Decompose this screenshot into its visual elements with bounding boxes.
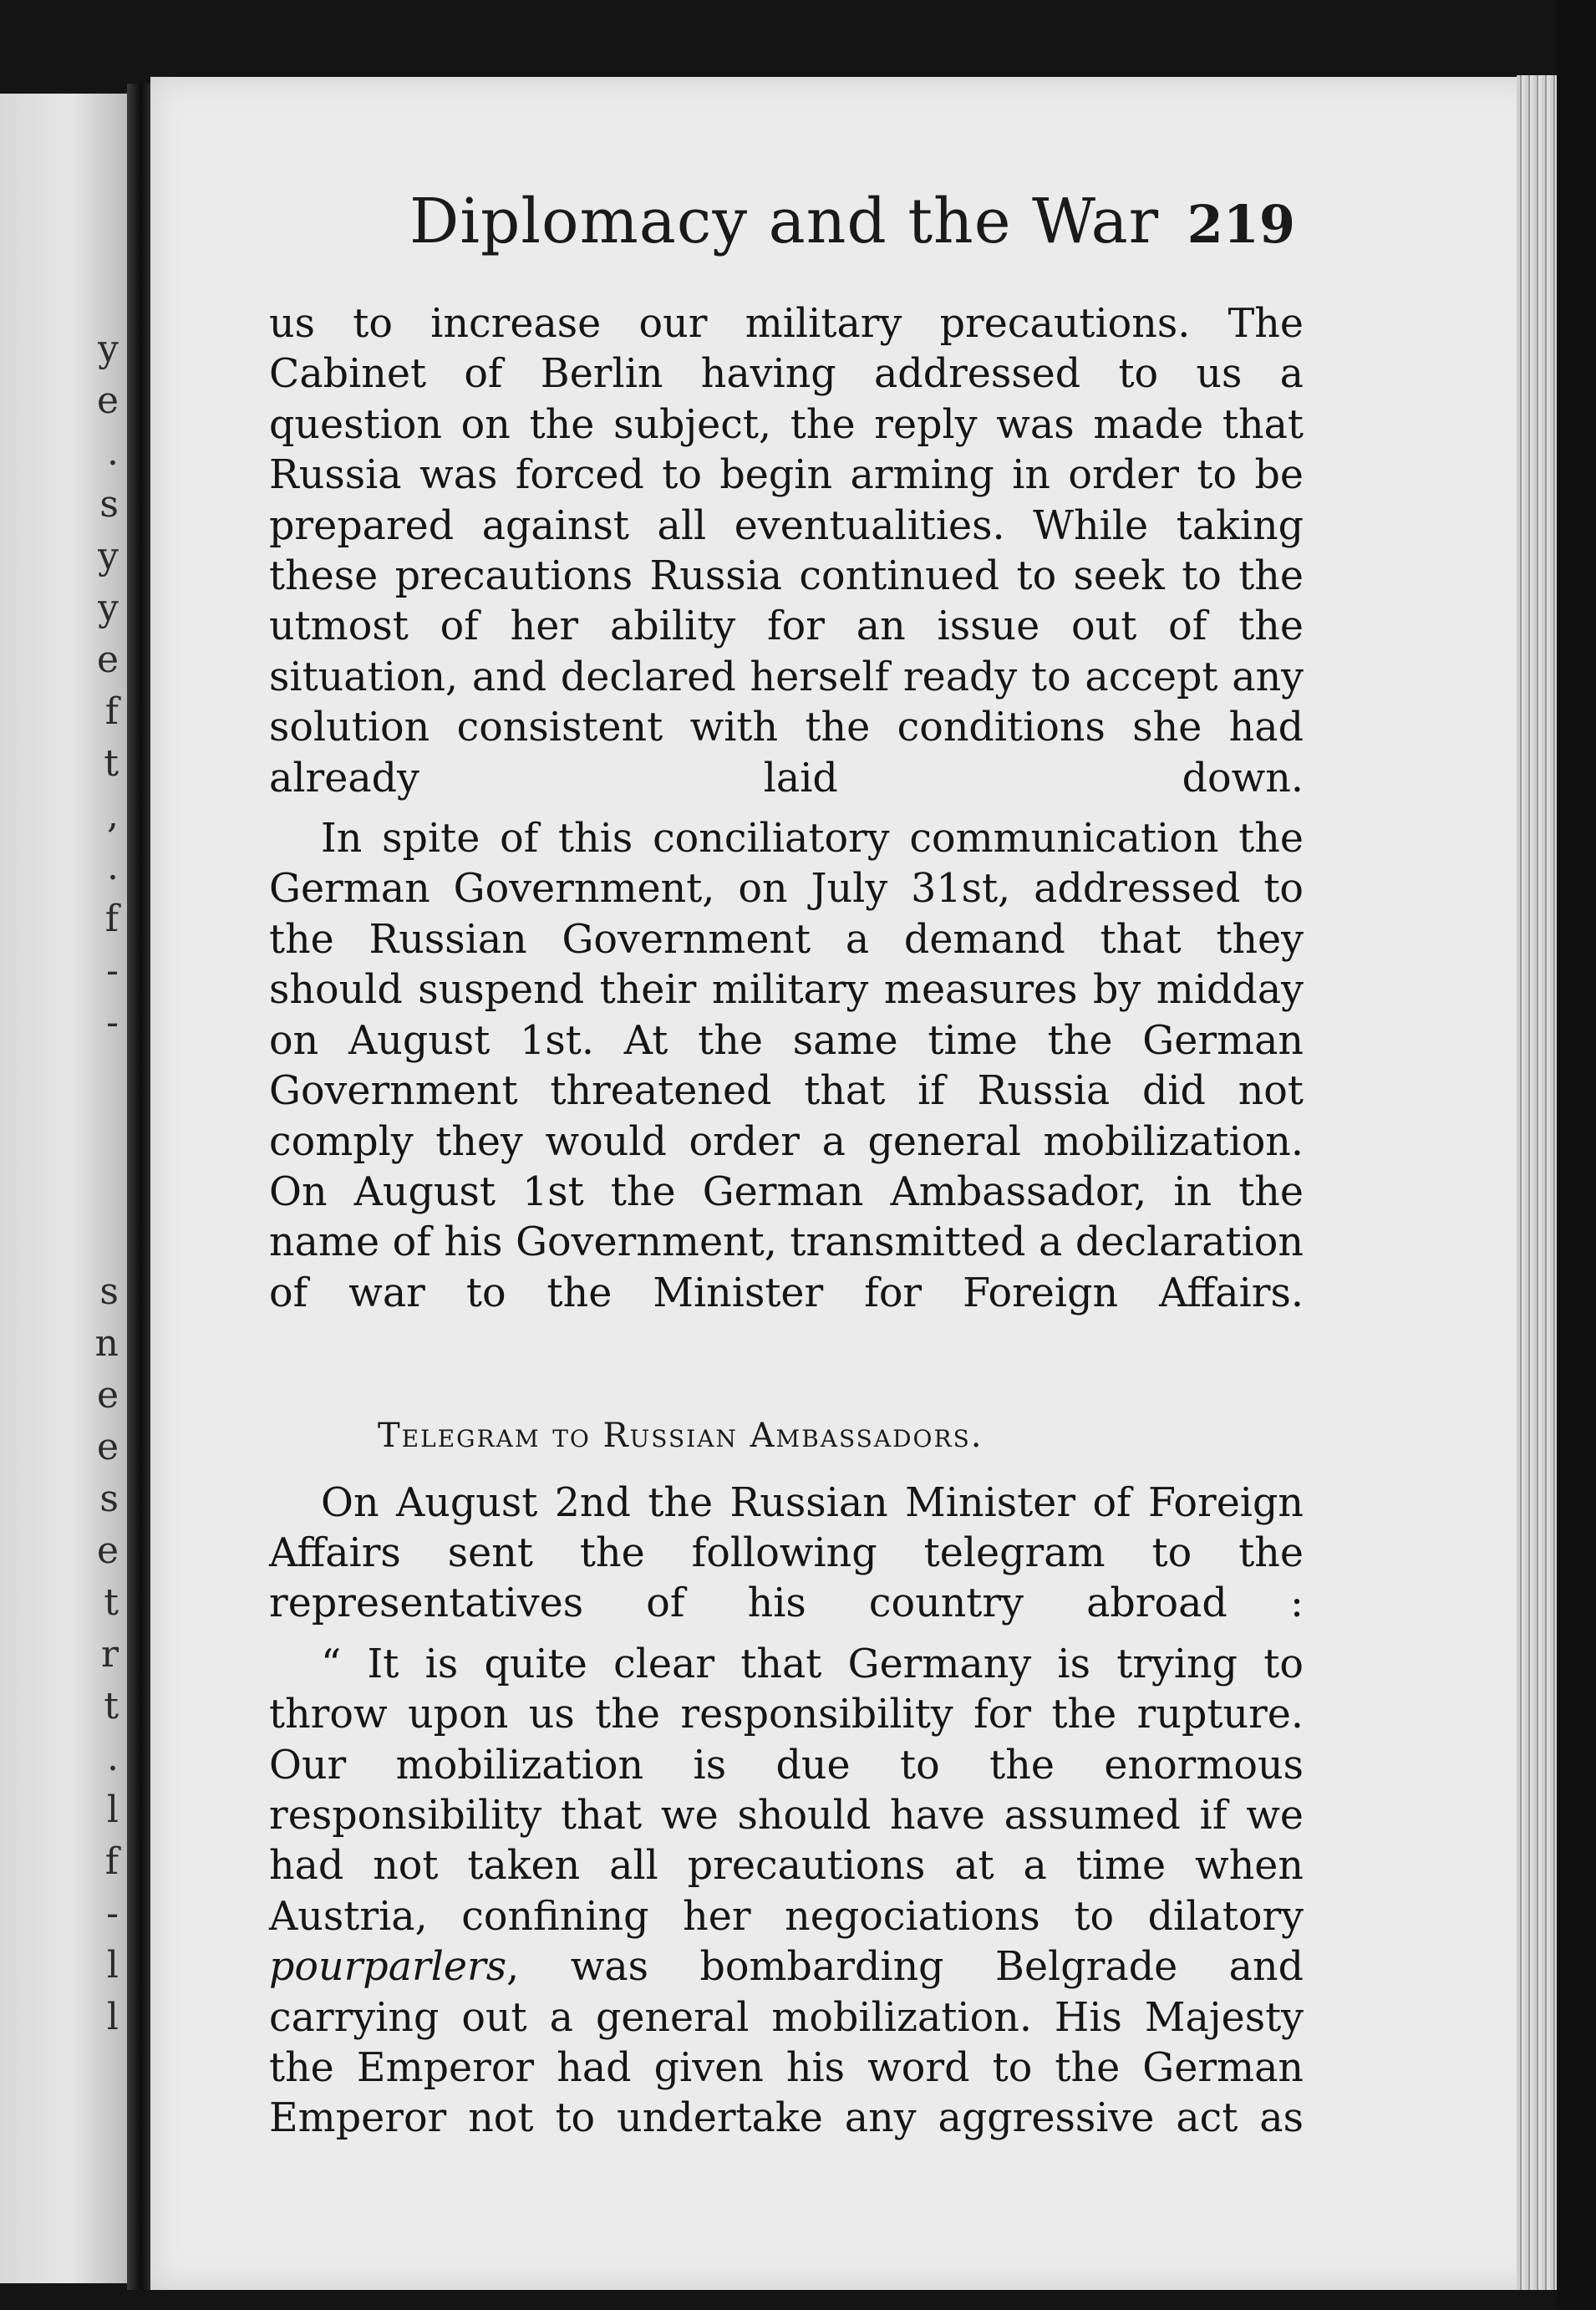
previous-page-fragment: n <box>94 1322 119 1365</box>
quote-text-after: , was bombarding Belgrade and carrying out a general mobilization. His Majesty the Emperor had given his word to the German Emperor not to undertake any aggressive act as <box>269 1944 1304 2142</box>
previous-page-fragment: f <box>104 690 119 733</box>
body-text <box>269 299 1304 2145</box>
running-title: Diplomacy and the War <box>409 186 1160 257</box>
previous-page-fragment: l <box>106 1944 119 1987</box>
previous-page-fragment: e <box>96 639 119 681</box>
previous-page-fragment: y <box>98 328 119 370</box>
previous-page-fragment: e <box>96 1374 119 1417</box>
previous-page-fragment: . <box>107 431 119 474</box>
previous-page-fragment: , <box>107 794 119 837</box>
previous-page-fragment: . <box>107 846 119 888</box>
book-gutter <box>127 84 150 2290</box>
previous-page-fragments <box>0 94 127 2283</box>
previous-page-fragment: - <box>106 1892 119 1935</box>
previous-page-fragment: t <box>104 742 119 785</box>
previous-page-fragment: y <box>98 535 119 578</box>
background-shadow <box>1557 0 1596 2310</box>
paragraph-continuation: us to increase our military precautions. The Cabinet of Berlin having addressed to us a question on the subject, the reply was made that Russia was forced to begin arming in order to be prepared against all eventualities. While taking these precautions Russia continued to seek to the utmost of her ability for an issue out of the situation, and declared herself ready to accept any solution consistent with the conditions she had already laid down. <box>269 301 1304 801</box>
paragraph-telegram-intro: On August 2nd the Russian Minister of Foreign Affairs sent the following telegram to the representatives of his country abroad : <box>269 1479 1304 1627</box>
previous-page-fragment: t <box>104 1581 119 1624</box>
previous-page-fragment: s <box>99 483 119 526</box>
section-heading: Telegram to Russian Ambassadors. <box>378 1417 984 1456</box>
page-stack-edge <box>1517 75 1557 2290</box>
previous-page-fragment: r <box>100 1633 119 1676</box>
previous-page-fragment: e <box>96 1426 119 1468</box>
previous-page-fragment: e <box>96 1529 119 1572</box>
previous-page-fragment: t <box>104 1685 119 1727</box>
previous-page-fragment: e <box>96 379 119 422</box>
previous-page-fragment: l <box>106 1996 119 2038</box>
previous-page-fragment: - <box>106 1001 119 1044</box>
previous-page-edge <box>0 94 127 2283</box>
quote-text-before: “ It is quite clear that Germany is trying to throw upon us the responsibility for the rupture. Our mobilization is due to the enormous responsibility that we should have assumed if we had not taken all precautions at a time when Austria, confining her negociations to dilatory <box>269 1641 1304 1940</box>
previous-page-fragment: f <box>104 1840 119 1883</box>
page-number: 219 <box>1187 194 1295 255</box>
previous-page-fragment: y <box>98 587 119 629</box>
previous-page-fragment: - <box>106 949 119 992</box>
quote-italic-term: pourparlers <box>269 1944 507 1991</box>
previous-page-fragment: f <box>104 898 119 940</box>
paragraph-telegram-quote <box>269 1640 1304 2145</box>
paragraph-german-demand: In spite of this conciliatory communication the German Government, on July 31st, addressed to the Russian Government a demand that they should suspend their military measures by midday on August 1st. At the same time the German Government threatened that if Russia did not comply they would order a general mobilization. On August 1st the German Ambassador, in the name of his Government, transmitted a declaration of war to the Minister for Foreign Affairs. <box>269 816 1304 1316</box>
running-head <box>409 186 1295 257</box>
previous-page-fragment: s <box>99 1270 119 1313</box>
previous-page-fragment: l <box>106 1788 119 1831</box>
previous-page-fragment: s <box>99 1478 119 1520</box>
previous-page-fragment: . <box>107 1737 119 1779</box>
